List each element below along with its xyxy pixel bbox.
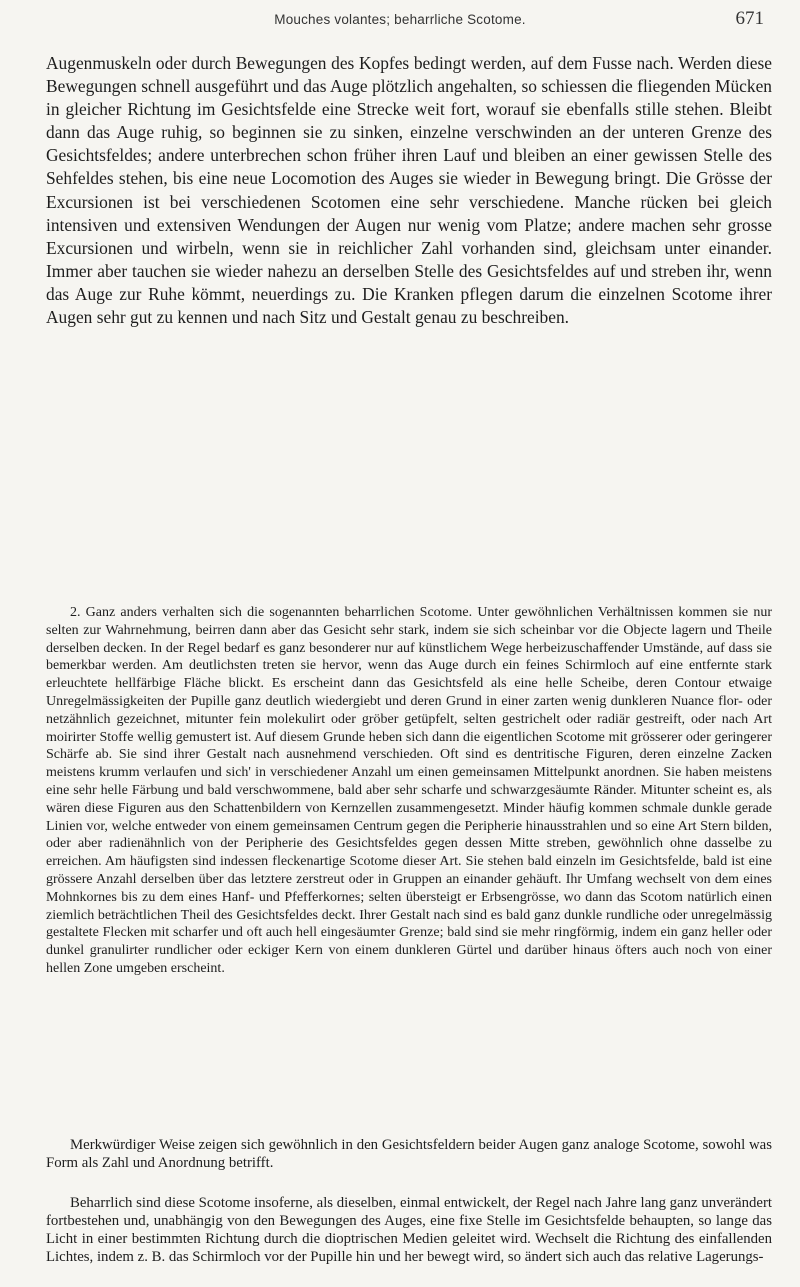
body-paragraph-2: 2. Ganz anders verhalten sich die sogenannten beharrlichen Scotome. Unter gewöhnlichen Verhältnissen kommen sie nur selten zur Wahrnehmung, beirren dann aber das Gesicht sehr stark, indem sie sich scheinbar vor die Objecte lagern und Theile derselben decken. In der Regel bedarf es ganz besonderer nur auf künstlichem Wege herbeizuschaffender Umstände, auf dass sie bemerkbar werden. Am deutlichsten treten sie hervor, wenn das Auge durch ein feines Schirmloch auf eine entfernte stark erleuchtete hellfärbige Fläche blickt. Es erscheint dann das Gesichtsfeld als eine helle Scheibe, deren Contour etwaige Unregelmässigkeiten der Pupille ganz deutlich wiedergiebt und deren Grund in einer zarten wenig dunkleren Nuance flor- oder netzähnlich gezeichnet, mitunter fein molekulirt oder gröber getüpfelt, selten gestrichelt oder radiär gestreift, oder nach Art moirirter Stoffe wellig gemustert ist. Auf diesem Grunde heben sich dann die eigentlichen Scotome mit grösserer oder geringerer Schärfe ab. Sie sind ihrer Gestalt nach ausnehmend verschieden. Oft sind es dentritische Figuren, deren einzelne Zacken meistens krumm verlaufen und sich' in verschiedener Anzahl um einen gemeinsamen Mittelpunkt anordnen. Sie haben meistens eine sehr helle Färbung und bald verschwommene, bald aber sehr scharfe und schwarzgesäumte Ränder. Mitunter scheint es, als wären diese Figuren aus den Schattenbildern von Kernzellen zusammengesetzt. Minder häufig kommen schmale dunkle gerade Linien vor, welche entweder von einem gemeinsamen Centrum gegen die Peripherie hinausstrahlen und so eine Art Stern bilden, oder aber radienähnlich von der Peripherie des Gesichtsfeldes gegen dessen Mitte streben, gewöhnlich ohne dasselbe zu erreichen. Am häufigsten sind indessen fleckenartige Scotome dieser Art. Sie stehen bald einzeln im Gesichtsfelde, bald ist eine grössere Anzahl derselben über das letztere zerstreut oder in Gruppen an einander gehäuft. Ihr Umfang wechselt von dem eines Mohnkornes bis zu dem eines Hanf- und Pfefferkornes; selten übersteigt er Erbsengrösse, wo dann das Scotom natürlich einen ziemlich beträchtlichen Theil des Gesichtsfeldes deckt. Ihrer Gestalt nach sind es bald ganz dunkle rundliche oder unregelmässig gestaltete Flecken mit scharfer und oft auch hell eingesäumter Grenze; bald sind sie mehr ringförmig, indem ein ganz heller oder dunkel granulirter rundlicher oder eckiger Kern von einem dunkleren Gürtel und darüber hinaus öfters auch noch von einer hellen Zone umgeben erscheint. [46,605,772,976]
body-paragraph-4: Beharrlich sind diese Scotome insoferne, als dieselben, einmal entwickelt, der Regel nach Jahre lang ganz unverändert fortbestehen und, unabhängig von den Bewegungen des Auges, eine fixe Stelle im Gesichtsfelde behaupten, so lange das Licht in einer bestimmten Richtung durch die dioptrischen Medien geleitet wird. Wechselt die Richtung des einfallenden Lichtes, indem z. B. das Schirmloch vor der Pupille hin und her bewegt wird, so ändert sich auch das relative Lagerungs- [46,1195,772,1265]
body-paragraph-1: Augenmuskeln oder durch Bewegungen des Kopfes bedingt werden, auf dem Fusse nach. Werden diese Bewegungen schnell ausgeführt und das Auge plötzlich angehalten, so schiessen die fliegenden Mücken in gleicher Richtung im Gesichtsfelde eine Strecke weit fort, worauf sie ebenfalls stille stehen. Bleibt dann das Auge ruhig, so beginnen sie zu sinken, einzelne verschwinden an der unteren Grenze des Gesichtsfeldes; andere unterbrechen schon früher ihren Lauf und bleiben an einer gewissen Stelle des Sehfeldes stehen, bis eine neue Locomotion des Auges sie wieder in Bewegung bringt. Die Grösse der Excursionen ist bei verschiedenen Scotomen eine sehr verschiedene. Manche rücken bei gleich intensiven und extensiven Wendungen der Augen nur wenig vom Platze; andere machen sehr grosse Excursionen und wirbeln, wenn sie in reichlicher Zahl vorhanden sind, gleichsam unter einander. Immer aber tauchen sie wieder nahezu an derselben Stelle des Gesichtsfeldes auf und streben ihr, wenn das Auge zur Ruhe kömmt, neuerdings zu. Die Kranken pflegen darum die einzelnen Scotome ihrer Augen sehr gut zu kennen und nach Sitz und Gestalt genau zu beschreiben. [46,53,772,328]
running-title: Mouches volantes; beharrliche Scotome. [274,12,526,27]
page-header [0,8,800,32]
body-paragraph-3: Merkwürdiger Weise zeigen sich gewöhnlich in den Gesichtsfeldern beider Augen ganz analoge Scotome, sowohl was Form als Zahl und Anordnung betrifft. [46,1137,772,1171]
page-number: 671 [735,8,764,29]
